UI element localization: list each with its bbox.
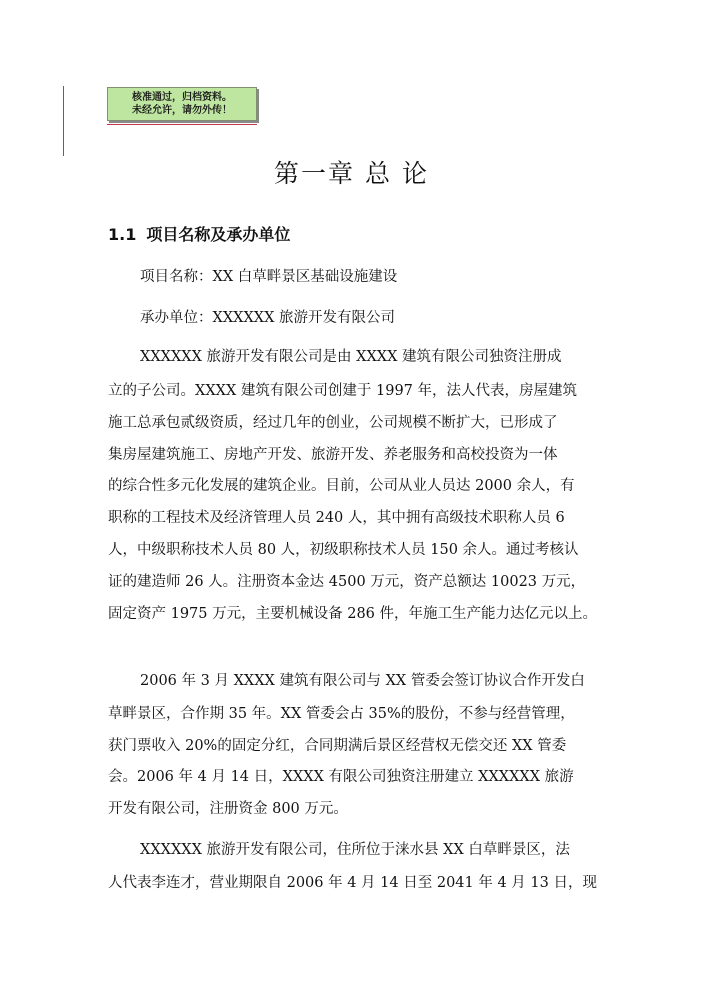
paragraph-line: 草畔景区，合作期 35 年。XX 管委会占 35%的股份，不参与经营管理，	[108, 706, 575, 722]
paragraph-line: 的综合性多元化发展的建筑企业。目前，公司从业人员达 2000 余人，有	[108, 478, 575, 494]
section-number: 1.1	[108, 225, 137, 244]
paragraph-line: 集房屋建筑施工、房地产开发、旅游开发、养老服务和高校投资为一体	[108, 447, 558, 463]
paragraph-line: 开发有限公司，注册资金 800 万元。	[108, 801, 348, 817]
paragraph-line: 人，中级职称技术人员 80 人，初级职称技术人员 150 余人。通过考核认	[108, 542, 579, 558]
project-name-line: 项目名称：XX 白草畔景区基础设施建设	[140, 269, 398, 285]
approval-stamp	[107, 87, 257, 121]
paragraph-line: 职称的工程技术及经济管理人员 240 人，其中拥有高级技术职称人员 6	[108, 510, 565, 526]
section-heading	[108, 222, 290, 245]
paragraph-line: XXXXXX 旅游开发有限公司，住所位于涞水县 XX 白草畔景区，法	[140, 842, 570, 858]
paragraph-line: 施工总承包贰级资质，经过几年的创业，公司规模不断扩大，已形成了	[108, 415, 558, 431]
paragraph-line: 立的子公司。XXXX 建筑有限公司创建于 1997 年，法人代表，房屋建筑	[108, 383, 578, 399]
paragraph-line: 获门票收入 20%的固定分红，合同期满后景区经营权无偿交还 XX 管委	[108, 738, 567, 754]
stamp-line-1: 核准通过，归档资料。	[132, 92, 232, 103]
chapter-title: 第一章 总 论	[274, 159, 429, 188]
section-title-text: 项目名称及承办单位	[146, 225, 291, 244]
organizer-line: 承办单位：XXXXXX 旅游开发有限公司	[140, 310, 396, 326]
paragraph-line: 固定资产 1975 万元，主要机械设备 286 件，年施工生产能力达亿元以上。	[108, 606, 598, 622]
paragraph-line: 人代表李连才，营业期限自 2006 年 4 月 14 日至 2041 年 4 月 13 日，现	[108, 875, 597, 891]
paragraph-line: XXXXXX 旅游开发有限公司是由 XXXX 建筑有限公司独资注册成	[140, 349, 562, 365]
stamp-underline	[107, 124, 257, 125]
stamp-line-2: 未经允许，请勿外传！	[132, 105, 232, 116]
paragraph-line: 证的建造师 26 人。注册资本金达 4500 万元，资产总额达 10023 万元，	[108, 574, 586, 590]
paragraph-line: 2006 年 3 月 XXXX 建筑有限公司与 XX 管委会签订协议合作开发白	[140, 673, 585, 689]
margin-marker	[63, 86, 64, 156]
paragraph-line: 会。2006 年 4 月 14 日，XXXX 有限公司独资注册建立 XXXXXX 旅游	[108, 769, 574, 785]
